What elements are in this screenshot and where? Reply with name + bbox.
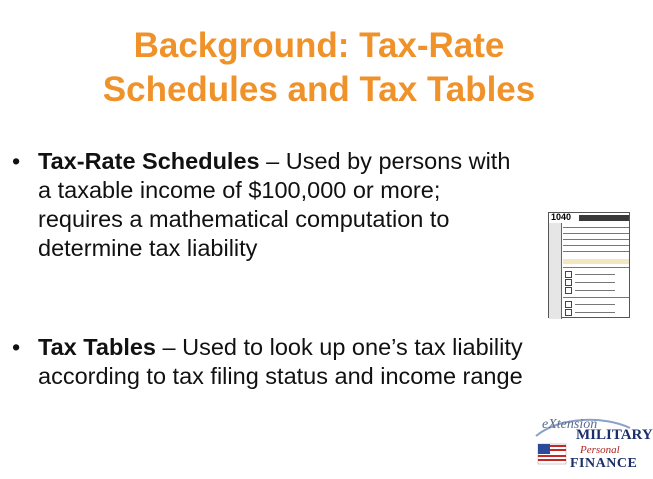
bullet-term: Tax Tables [38, 334, 156, 360]
bullet-description: – Used to look up one’s tax liability [155, 334, 523, 360]
form-checkbox [565, 279, 572, 286]
extension-military-finance-logo [530, 414, 653, 476]
form-line [563, 239, 629, 240]
logo-finance-text: FINANCE [570, 456, 638, 471]
bullet-line: according to tax filing status and income range [38, 363, 523, 389]
form-checkbox [565, 309, 572, 316]
bullet-line: a taxable income of $100,000 or more; [38, 177, 441, 203]
form-line [563, 245, 629, 246]
bullet-line: requires a mathematical computation to [38, 206, 450, 232]
form-line [563, 297, 629, 298]
form-checkbox [565, 301, 572, 308]
form-line [575, 304, 615, 305]
form-line [575, 312, 615, 313]
form-shaded-row [563, 259, 629, 264]
form-line [575, 282, 615, 283]
logo-military-text: MILITARY [576, 427, 653, 443]
form-number: 1040 [551, 212, 572, 222]
bullet-term: Tax-Rate Schedules [38, 148, 260, 174]
form-1040-image [548, 212, 630, 318]
slide-title [0, 24, 638, 112]
bullet-line [38, 147, 510, 176]
form-checkbox [565, 271, 572, 278]
logo-extension-text: eXtension [542, 417, 598, 432]
bullet-text [38, 147, 510, 263]
form-line [575, 290, 615, 291]
bullet-text [38, 333, 523, 391]
form-checkbox [565, 287, 572, 294]
form-side-column [549, 223, 562, 319]
bullet-marker: • [12, 148, 21, 174]
bullet-description: – Used by persons with [259, 148, 511, 174]
bullet-marker: • [12, 334, 21, 360]
form-line [563, 227, 629, 228]
slide-title-line-1: Background: Tax-Rate [133, 26, 505, 65]
form-line [575, 274, 615, 275]
logo-personal-text: Personal [580, 444, 620, 456]
bullet-line [38, 333, 523, 362]
form-line [563, 251, 629, 252]
form-header-bar [579, 215, 629, 221]
form-line [563, 233, 629, 234]
slide-title-line-2: Schedules and Tax Tables [102, 70, 536, 109]
bullet-line: determine tax liability [38, 235, 258, 261]
form-header [549, 213, 629, 223]
form-line [563, 267, 629, 268]
